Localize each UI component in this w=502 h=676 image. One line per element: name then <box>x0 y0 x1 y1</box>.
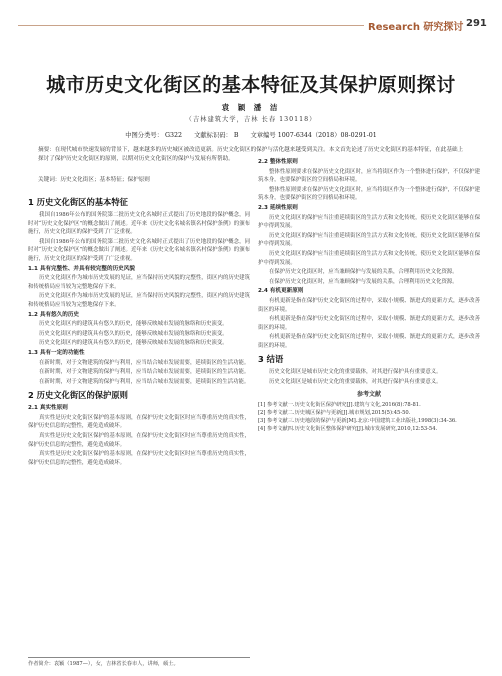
reference-item: [2] 参考文献二.历史城区保护与更新[J].城市规划,2015(5):45-50. <box>258 410 411 417</box>
paragraph: 在保护历史文化街区时，应当兼顾保护与发展的关系，合理利用历史文化资源。 <box>269 269 458 276</box>
subsection-heading-2-3: 2.3 延续性原则 <box>258 204 298 211</box>
subsection-heading-1-2: 1.2 具有悠久的历史 <box>28 311 80 318</box>
paragraph: 历史文化街区的保护应当注重延续街区的生活方式和文化传统，使历史文化街区能够在保护中得到发展。 <box>258 214 480 230</box>
keywords: 关键词：历史文化街区；基本特征；保护原则 <box>38 177 150 183</box>
affiliation: （吉林建筑大学，吉林 长春 130118） <box>185 116 317 123</box>
paragraph: 历史文化街区是城市历史文化的重要载体，对其进行保护具有重要意义。 <box>269 379 442 386</box>
subsection-heading-2-2: 2.2 整体性原则 <box>258 159 298 165</box>
subsection-heading-1-1: 1.1 具有完整性、并具有较完整的历史风貌 <box>28 265 135 272</box>
paragraph: 真实性是历史文化街区保护的基本原则，在保护历史文化街区时应当尊重历史的真实性，保护历史信息的完整性，避免造成破坏。 <box>28 451 250 466</box>
paragraph: 历史文化街区内的建筑具有悠久的历史，能够反映城市发展的脉络和历史演变。 <box>39 321 228 328</box>
paper-title: 城市历史文化街区的基本特征及其保护原则探讨 <box>46 74 456 96</box>
clc-code: 中图分类号： G322 <box>125 132 183 139</box>
section-heading-3: 3 结语 <box>258 354 284 365</box>
section-heading-2: 2 历史文化街区的保护原则 <box>28 390 128 401</box>
left-column <box>28 193 250 468</box>
paragraph: 真实性是历史文化街区保护的基本原则，在保护历史文化街区时应当尊重历史的真实性，保护历史信息的完整性，避免造成破坏。 <box>28 414 250 430</box>
references-heading: 参考文献 <box>356 390 381 398</box>
paragraph: 在新时期，对于文物建筑的保护与利用，应当结合城市发展需要，延续街区的生活功能。 <box>39 359 250 366</box>
paragraph: 历史文化街区内的建筑具有悠久的历史，能够反映城市发展的脉络和历史演变。 <box>39 330 228 337</box>
subsection-heading-2-4: 2.4 有机更新原则 <box>258 288 304 295</box>
paragraph: 真实性是历史文化街区保护的基本原则，在保护历史文化街区时应当尊重历史的真实性，保护历史信息的完整性，避免造成破坏。 <box>28 433 250 448</box>
paragraph: 我国自1986年公布的国务院第二批历史文化名城时正式提出了历史地段的保护概念，同时对“历史文化保护区”的概念做出了阐述。近年来《历史文化名城名镇名村保护条例》的颁布施行，历史文化街区的保护受到了广泛重视。 <box>28 238 250 262</box>
article-number: 文章编号 1007-6344（2018）08-0291-01 <box>250 132 377 139</box>
right-column <box>258 157 480 433</box>
paragraph: 历史文化街区作为城市历史发展的见证，应当保持历史风貌的完整性，街区内的历史建筑和传统格局应当较为完整地保存下来。 <box>28 275 250 290</box>
abstract: 摘要：在现代城市快速发展的背景下，越来越多的历史城区被改造更新。历史文化街区的保护与活化越来越受到关注。本文首先论述了历史文化街区的基本特征，在此基础上探讨了保护历史文化街区的原则，以期对历史文化街区的保护与发展有所帮助。 <box>38 147 464 162</box>
paragraph: 在新时期，对于文物建筑的保护与利用，应当结合城市发展需要，延续街区的生活功能。 <box>39 369 250 376</box>
paragraph: 有机更新是指在保护历史文化街区的过程中，采取小规模、渐进式的更新方式，逐步改善街区的环境。 <box>258 316 480 331</box>
journal-section-label: Research 研究探讨 <box>368 22 464 33</box>
section-heading-1: 1 历史文化街区的基本特征 <box>28 197 128 207</box>
paragraph: 有机更新是指在保护历史文化街区的过程中，采取小规模、渐进式的更新方式，逐步改善街区的环境。 <box>258 334 480 349</box>
header-rule <box>18 25 364 26</box>
author-footnote: 作者简介：袁颖（1987—），女，吉林省长春市人，讲师，硕士。 <box>28 657 250 667</box>
paragraph: 在保护历史文化街区时，应当兼顾保护与发展的关系，合理利用历史文化资源。 <box>269 278 458 285</box>
paragraph: 整体性原则要求在保护历史文化街区时，应当将街区作为一个整体进行保护，不仅保护建筑本身，也要保护街区的空间格局和环境。 <box>258 186 480 202</box>
reference-item: [4] 参考文献四.历史文化街区整体保护研究[J].城市发展研究,2010,12:53-54. <box>258 426 438 433</box>
paragraph: 我国自1986年公布的国务院第二批历史文化名城时正式提出了历史地段的保护概念，同时对“历史文化保护区”的概念做出了阐述。近年来《历史文化名城名镇名村保护条例》的颁布施行，历史文化街区的保护受到了广泛重视。 <box>28 212 250 236</box>
paragraph: 有机更新是指在保护历史文化街区的过程中，采取小规模、渐进式的更新方式，逐步改善街区的环境。 <box>258 297 480 313</box>
paragraph: 历史文化街区是城市历史文化的重要载体，对其进行保护具有重要意义。 <box>269 369 442 376</box>
paragraph: 在新时期，对于文物建筑的保护与利用，应当结合城市发展需要，延续街区的生活功能。 <box>39 378 250 385</box>
reference-item: [3] 参考文献三.历史地段的保护与更新[M].北京:中国建筑工业出版社,1998(3):34-36. <box>258 418 457 425</box>
running-header <box>0 18 502 34</box>
paragraph: 历史文化街区的保护应当注重延续街区的生活方式和文化传统，使历史文化街区能够在保护中得到发展。 <box>258 250 480 266</box>
classification-codes <box>0 130 502 139</box>
page-number: 291 <box>466 18 487 29</box>
subsection-heading-1-3: 1.3 具有一定的功能性 <box>28 349 85 356</box>
document-code: 文献标识码： B <box>194 132 239 139</box>
paragraph: 历史文化街区的保护应当注重延续街区的生活方式和文化传统，使历史文化街区能够在保护中得到发展。 <box>258 232 480 248</box>
paragraph: 历史文化街区作为城市历史发展的见证，应当保持历史风貌的完整性，街区内的历史建筑和传统格局应当较为完整地保存下来。 <box>28 293 250 308</box>
subsection-heading-2-1: 2.1 真实性原则 <box>28 405 68 412</box>
paragraph: 历史文化街区内的建筑具有悠久的历史，能够反映城市发展的脉络和历史演变。 <box>39 340 228 347</box>
authors: 袁 颖 潘 洁 <box>221 103 281 112</box>
reference-item: [1] 参考文献一.历史文化街区保护研究[J].建筑与文化,2016(8):78-81. <box>258 402 421 409</box>
paragraph: 整体性原则要求在保护历史文化街区时，应当将街区作为一个整体进行保护，不仅保护建筑本身，也要保护街区的空间格局和环境。 <box>258 168 480 184</box>
